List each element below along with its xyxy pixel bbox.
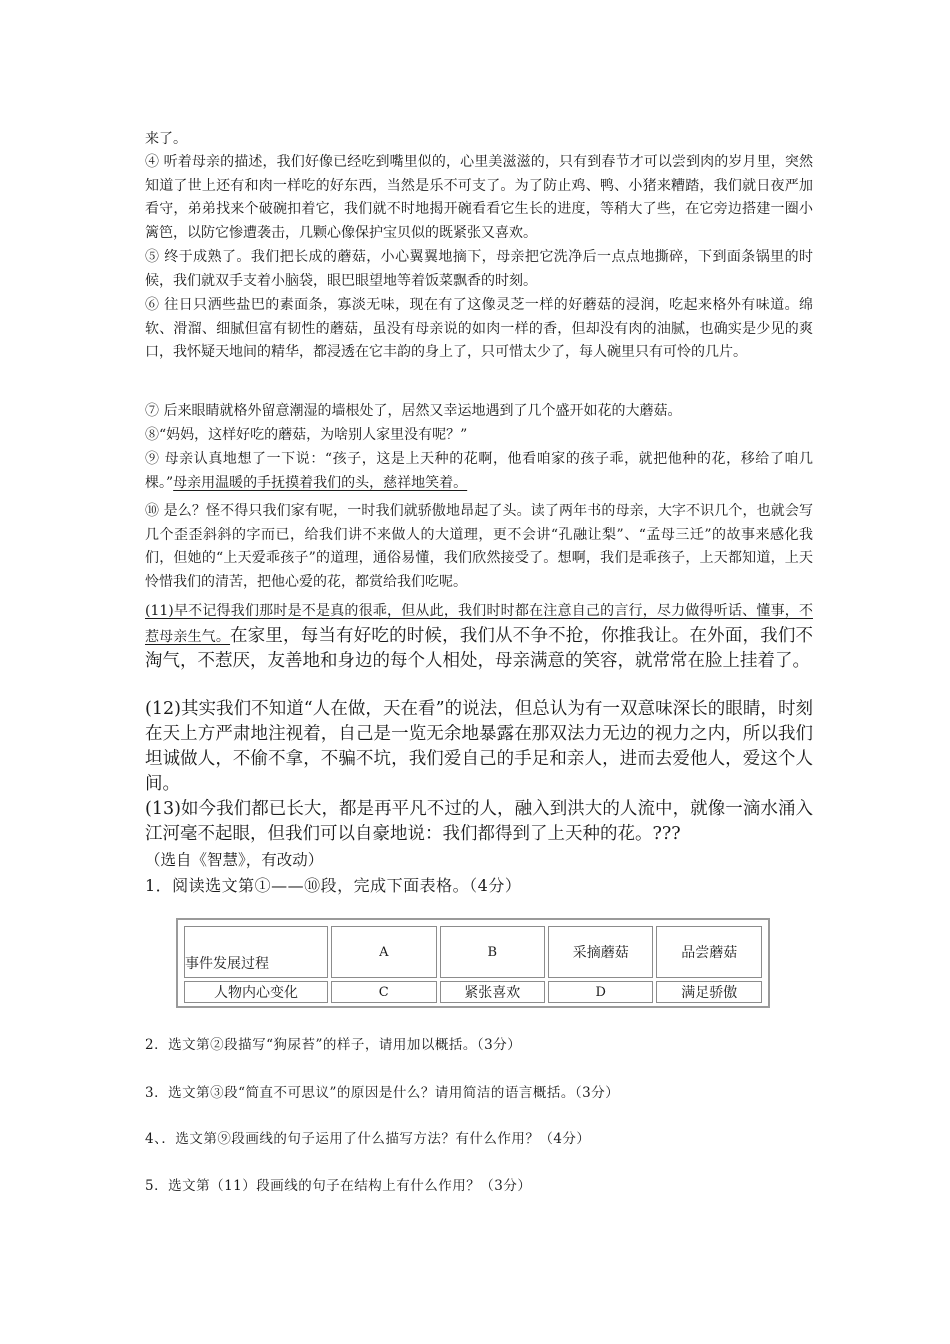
source-note: （选自《智慧》，有改动） [145,851,324,869]
table-cell: 事件发展过程 [184,926,328,978]
question-5: 5．选文第（11）段画线的句子在结构上有什么作用？（3分） [145,1178,532,1194]
question-2: 2．选文第②段描写“狗尿苔”的样子，请用加以概括。（3分） [145,1037,522,1053]
paragraph-7: ⑦ 后来眼睛就格外留意潮湿的墙根处了，居然又幸运地遇到了几个盛开如花的大蘑菇。 [145,403,682,419]
table-cell: 人物内心变化 [184,981,328,1003]
paragraph-8: ⑧“妈妈，这样好吃的蘑菇，为啥别人家里没有呢？” [145,427,468,443]
paragraph-9-underlined-sentence: 母亲用温暖的手抚摸着我们的头，慈祥地笑着。 [173,474,468,491]
question-4: 4、．选文第⑨段画线的句子运用了什么描写方法？有什么作用？（4分） [145,1131,591,1147]
paragraph-9 [145,448,813,495]
paragraph-11-text: 在家里，每当有好吃的时候，我们从不争不抢，你推我让。在外面，我们不淘气，不惹厌，友善地和身边的每个人相处，母亲满意的笑容，就常常在脸上挂着了。 [145,625,814,671]
table-cell: 紧张喜欢 [440,981,545,1003]
question-3: 3．选文第③段“简直不可思议”的原因是什么？请用简洁的语言概括。（3分） [145,1085,620,1101]
paragraph-13: (13)如今我们都已长大，都是再平凡不过的人，融入到洪大的人流中，就像一滴水涌入江河毫不起眼，但我们可以自豪地说：我们都得到了上天种的花。??? [145,799,813,844]
table-row [184,926,762,978]
table-cell: A [331,926,436,978]
paragraph-continuation: 来了。 [145,131,187,147]
table-cell: 满足骄傲 [656,981,762,1003]
paragraph-12: (12)其实我们不知道“人在做，天在看”的说法，但总认为有一双意味深长的眼睛，时刻在天上方严肃地注视着，自己是一览无余地暴露在那双法力无边的视力之内，所以我们坦诚做人，不偷不拿，不骗不坑，我们爱自己的手足和亲人，进而去爱他人，爱这个人间。 [145,699,813,794]
table-cell: D [548,981,653,1003]
paragraph-11-underlined-sentence: (11)早不记得我们那时是不是真的很乖，但从此，我们时时都在注意自己的言行，尽力做得听话、懂事，不惹母亲生气。 [145,603,813,645]
table-cell: C [331,981,436,1003]
table-cell: 采摘蘑菇 [548,926,653,978]
paragraph-4: ④ 听着母亲的描述，我们好像已经吃到嘴里似的，心里美滋滋的，只有到春节才可以尝到肉的岁月里，突然知道了世上还有和肉一样吃的好东西，当然是乐不可支了。为了防止鸡、鸭、小猪来糟踏，我们就日夜严加看守，弟弟找来个破碗扣着它，我们就不时地揭开碗看看它生长的进度，等稍大了些，在它旁边搭建一圈小篱笆，以防它惨遭袭击，几颗心像保护宝贝似的既紧张又喜欢。 [145,154,813,241]
paragraph-10: ⑩ 是么？怪不得只我们家有呢，一时我们就骄傲地昂起了头。读了两年书的母亲，大字不识几个，也就会写几个歪歪斜斜的字而已，给我们讲不来做人的大道理，更不会讲“孔融让梨”、“孟母三迁”的故事来感化我们，但她的“上天爱乖孩子”的道理，通俗易懂，我们欣然接受了。想啊，我们是乖孩子，上天都知道，上天怜惜我们的清苦，把他心爱的花，都赏给我们吃呢。 [145,503,813,590]
paragraph-9-text: ⑨ 母亲认真地想了一下说：“孩子，这是上天种的花啊，他看咱家的孩子乖，就把他种的花，移给了咱几棵。” [145,451,813,491]
answer-table [176,918,770,1008]
table-cell: 品尝蘑菇 [656,926,762,978]
question-1: 1．阅读选文第①——⑩段，完成下面表格。（4分） [145,876,522,895]
paragraph-6: ⑥ 往日只洒些盐巴的素面条，寡淡无味，现在有了这像灵芝一样的好蘑菇的浸润，吃起来格外有味道。绵软、滑溜、细腻但富有韧性的蘑菇，虽没有母亲说的如肉一样的香，但却没有肉的油腻，也确实是少见的爽口，我怀疑天地间的精华，都浸透在它丰韵的身上了，只可惜太少了，每人碗里只有可怜的几片。 [145,297,813,360]
paragraph-5: ⑤ 终于成熟了。我们把长成的蘑菇，小心翼翼地摘下，母亲把它洗净后一点点地撕碎，下到面条锅里的时候，我们就双手支着小脑袋，眼巴眼望地等着饭菜飘香的时刻。 [145,249,813,289]
table-row [184,981,762,1003]
table-cell: B [440,926,545,978]
paragraph-11 [145,600,813,675]
